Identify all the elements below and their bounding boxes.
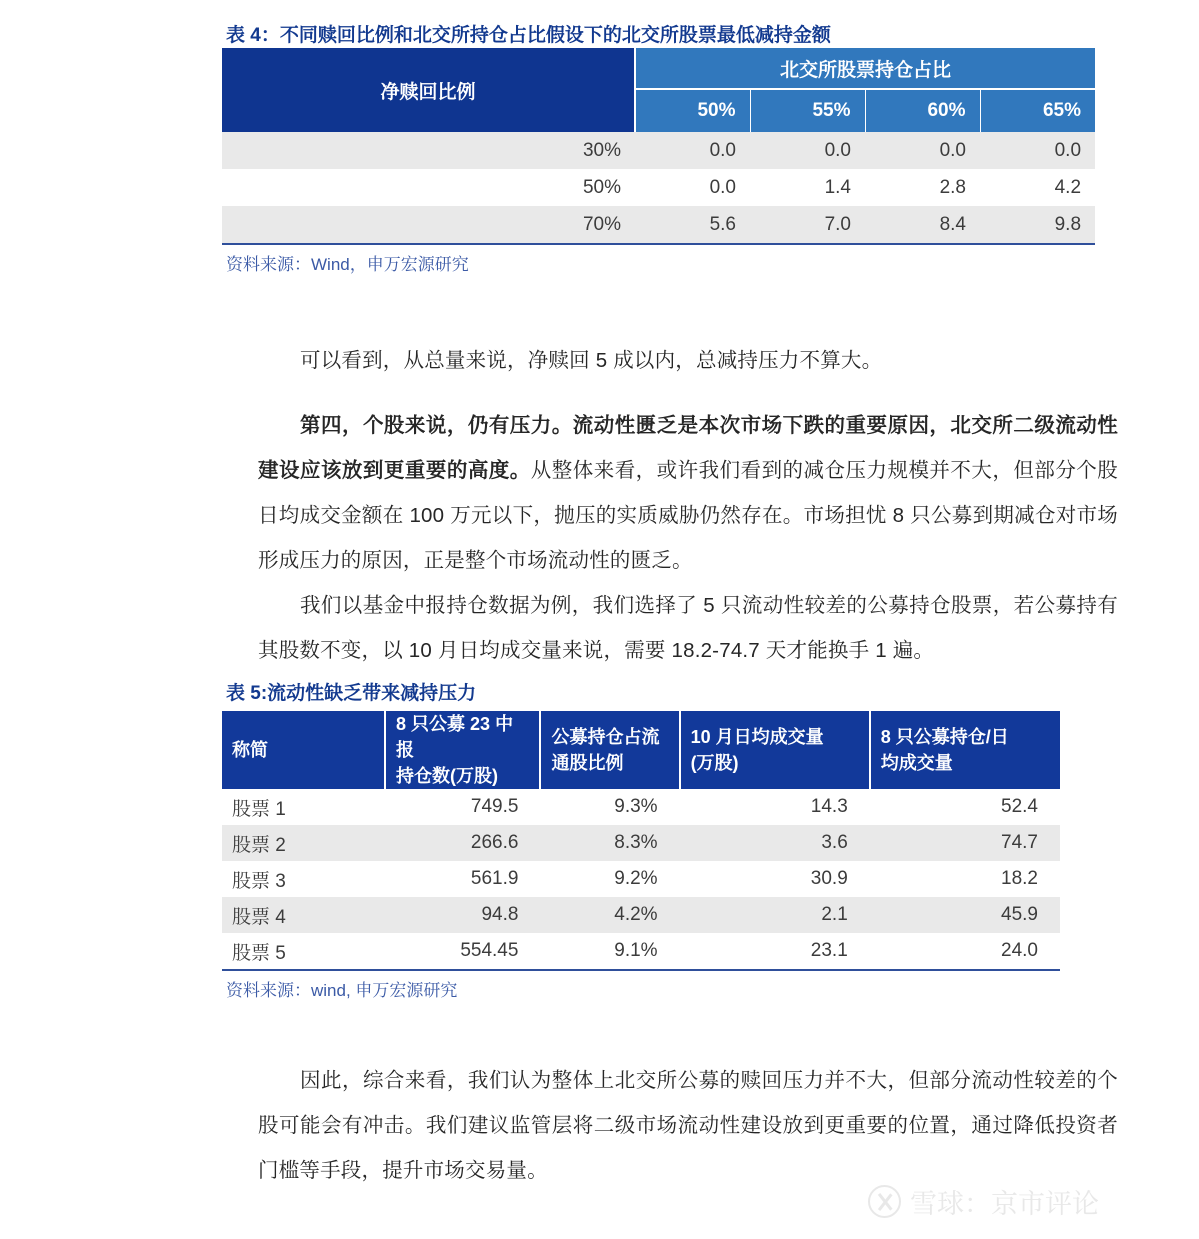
- table5-row-name: 股票 2: [222, 825, 385, 861]
- paragraph-4: 因此，综合来看，我们认为整体上北交所公募的赎回压力并不大，但部分流动性较差的个股可能会有冲击。我们建议监管层将二级市场流动性建设放到更重要的位置，通过降低投资者门槛等手段，提升市场交易量。: [258, 1069, 1118, 1182]
- table4-cell: 0.0: [750, 132, 865, 169]
- paragraph-1: 可以看到，从总量来说，净赎回 5 成以内，总减持压力不算大。: [300, 349, 883, 372]
- table4: [222, 48, 1095, 245]
- table4-cell: 8.4: [865, 206, 980, 244]
- table5-source: 资料来源：wind, 申万宏源研究: [226, 981, 458, 1000]
- table4-cell: 1.4: [750, 169, 865, 206]
- table4-row-header-label: 净赎回比例: [222, 48, 635, 132]
- table5-cell-ratio: 18.2: [870, 861, 1060, 897]
- table5-cell-holdings: 554.45: [385, 933, 540, 970]
- paragraph-2-rest: 从整体来看，或许我们看到的减仓压力规模并不大，但部分个股日均成交金额在 100 万元以下，抛压的实质威胁仍然存在。市场担忧 8 只公募到期减仓对市场形成压力的原因，正是整个市场流动性的匮乏。: [258, 459, 1118, 572]
- paragraph-3: 我们以基金中报持仓数据为例，我们选择了 5 只流动性较差的公募持仓股票，若公募持有其股数不变，以 10 月日均成交量来说，需要 18.2-74.7 天才能换手 1 遍。: [258, 594, 1118, 662]
- table5-cell-pct: 9.2%: [540, 861, 679, 897]
- table4-column-header: 50%: [635, 89, 750, 132]
- table5-header-line2: 通股比例: [551, 753, 624, 774]
- table5-row-name: 股票 5: [222, 933, 385, 970]
- table-row: [222, 825, 1060, 861]
- table-row: [222, 169, 1095, 206]
- table5-cell-volume: 3.6: [680, 825, 870, 861]
- table5-cell-ratio: 24.0: [870, 933, 1060, 970]
- table5-cell-pct: 8.3%: [540, 825, 679, 861]
- table5-cell-volume: 14.3: [680, 789, 870, 825]
- table4-column-header: 60%: [865, 89, 980, 132]
- table5-column-header: [540, 711, 679, 789]
- table5-header-line1: 8 只公募 23 中报: [396, 714, 514, 761]
- table4-row-label: 50%: [222, 169, 635, 206]
- watermark-text: 雪球：京市评论: [910, 1189, 1099, 1219]
- table5-column-header: [385, 711, 540, 789]
- table-row: [222, 933, 1060, 970]
- table4-cell: 4.2: [980, 169, 1095, 206]
- table4-column-header: 65%: [980, 89, 1095, 132]
- table5-cell-holdings: 94.8: [385, 897, 540, 933]
- table4-cell: 7.0: [750, 206, 865, 244]
- table5-cell-volume: 30.9: [680, 861, 870, 897]
- table4-cell: 0.0: [635, 132, 750, 169]
- table4-row-label: 30%: [222, 132, 635, 169]
- table5-header-line1: 8 只公募持仓/日: [880, 727, 1009, 748]
- table4-cell: 9.8: [980, 206, 1095, 244]
- table5-header-line2: 持仓数(万股): [396, 766, 499, 787]
- table4-row-label: 70%: [222, 206, 635, 244]
- table5-cell-holdings: 561.9: [385, 861, 540, 897]
- table5-cell-holdings: 749.5: [385, 789, 540, 825]
- table4-cell: 0.0: [635, 169, 750, 206]
- table4-cell: 5.6: [635, 206, 750, 244]
- table4-source: 资料来源：Wind，申万宏源研究: [226, 255, 469, 274]
- xueqiu-logo-icon: [868, 1185, 901, 1218]
- table5-row-name: 股票 3: [222, 861, 385, 897]
- table4-cell: 0.0: [980, 132, 1095, 169]
- table5-cell-volume: 23.1: [680, 933, 870, 970]
- table5-column-header: [680, 711, 870, 789]
- table5-header-line2: (万股): [690, 753, 739, 774]
- table5-header-line1: 称简: [232, 740, 268, 761]
- watermark: [868, 1182, 1099, 1221]
- table5-cell-ratio: 45.9: [870, 897, 1060, 933]
- table5-header-line1: 10 月日均成交量: [690, 727, 824, 748]
- table5-cell-pct: 9.1%: [540, 933, 679, 970]
- table5-column-header: [870, 711, 1060, 789]
- table5-header-line1: 公募持仓占流: [551, 727, 660, 748]
- table5-cell-pct: 4.2%: [540, 897, 679, 933]
- table-row: [222, 861, 1060, 897]
- table5-header-line2: 均成交量: [880, 753, 953, 774]
- table-row: [222, 897, 1060, 933]
- table4-cell: 2.8: [865, 169, 980, 206]
- table4-group-header: 北交所股票持仓占比: [635, 48, 1095, 89]
- table-row: [222, 789, 1060, 825]
- table5-column-header: [222, 711, 385, 789]
- table4-column-header: 55%: [750, 89, 865, 132]
- table5-header-row: [222, 711, 1060, 789]
- paragraph-2-bold: 第四，个股来说，仍有压力。流动性匮乏是本次市场下跌的重要原因，北交所二级流动性建设应该放到更重要的高度。: [258, 414, 1118, 482]
- table-row: [222, 206, 1095, 244]
- table-row: [222, 132, 1095, 169]
- table5-cell-holdings: 266.6: [385, 825, 540, 861]
- table5-cell-ratio: 52.4: [870, 789, 1060, 825]
- table5-row-name: 股票 1: [222, 789, 385, 825]
- table5-row-name: 股票 4: [222, 897, 385, 933]
- table4-cell: 0.0: [865, 132, 980, 169]
- table5-title: 表 5:流动性缺乏带来减持压力: [226, 683, 477, 704]
- table4-title: 表 4：不同赎回比例和北交所持仓占比假设下的北交所股票最低减持金额: [226, 25, 831, 46]
- paragraph-2: [258, 403, 1118, 583]
- table5-cell-ratio: 74.7: [870, 825, 1060, 861]
- table5-cell-volume: 2.1: [680, 897, 870, 933]
- table5: [222, 711, 1060, 971]
- table5-cell-pct: 9.3%: [540, 789, 679, 825]
- table4-header-row-1: [222, 48, 1095, 89]
